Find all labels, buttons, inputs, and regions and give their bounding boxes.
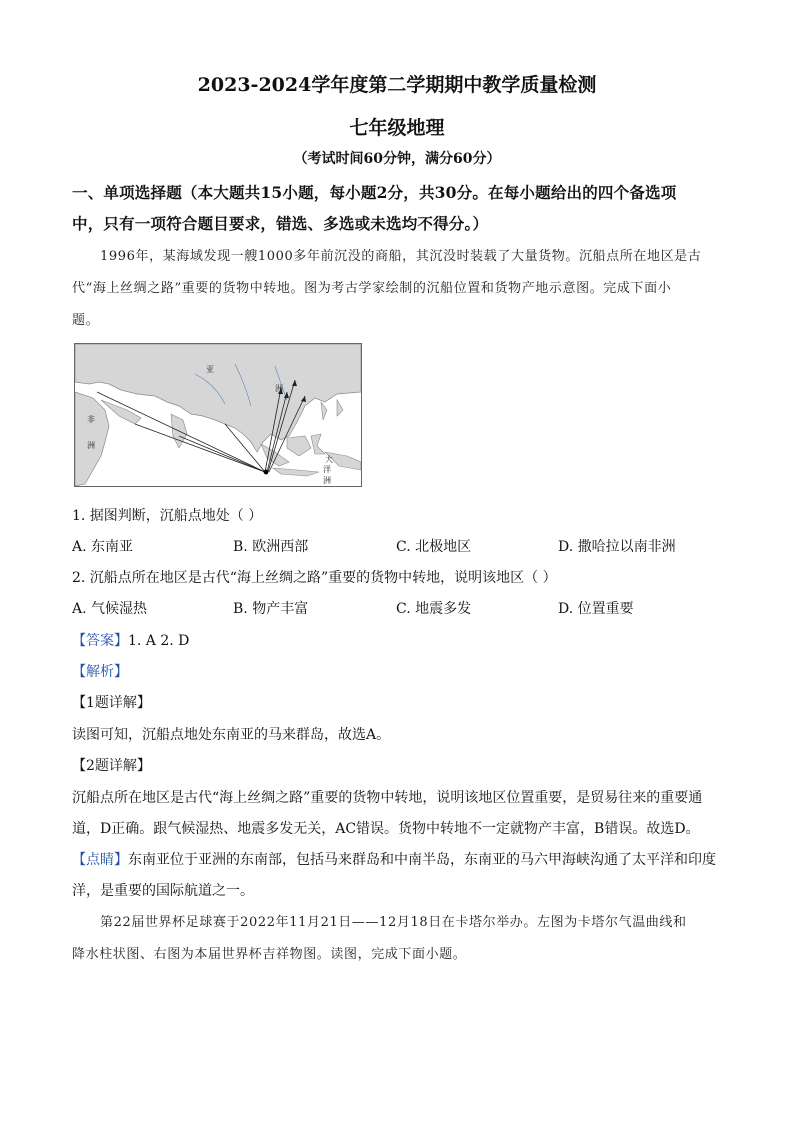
detail-1-text: 读图可知，沉船点地处东南亚的马来群岛，故选A。: [72, 727, 391, 743]
passage-1-line-2: 代“海上丝绸之路”重要的货物中转地。图为考古学家绘制的沉船位置和货物产地示意图。完成下面小: [72, 281, 672, 296]
answer-tag: 【答案】: [72, 633, 128, 649]
highlight-line-2: 洋，是重要的国际航道之一。: [72, 883, 254, 899]
exam-info: （考试时间60分钟，满分60分）: [293, 151, 501, 167]
shipwreck-point: [264, 470, 269, 475]
passage-1-line-1: 1996年，某海域发现一艘1000多年前沉没的商船，其沉没时装载了大量货物。沉船点所在地区是古: [100, 249, 702, 264]
label-asia-1: 亚: [206, 365, 214, 374]
answer-text: 1. A 2. D: [128, 633, 190, 649]
shipwreck-map: [74, 343, 362, 487]
answer-row: [72, 630, 189, 650]
question-2-option-c: C. 地震多发: [396, 601, 472, 617]
label-oceania-3: 洲: [323, 476, 331, 485]
section-heading-line-1: 一、单项选择题（本大题共15小题，每小题2分，共30分。在每小题给出的四个备选项: [72, 183, 677, 202]
label-oceania-2: 洋: [323, 465, 331, 474]
label-africa-1: 非: [87, 415, 95, 424]
map-figure: [75, 344, 361, 486]
detail-2-tag: 【2题详解】: [72, 758, 151, 774]
detail-1-tag: 【1题详解】: [72, 695, 151, 711]
question-1-option-b: B. 欧洲西部: [233, 539, 309, 555]
question-1-stem: 1. 据图判断，沉船点地处（ ）: [72, 508, 263, 524]
highlight-tag: 【点睛】: [72, 852, 128, 868]
question-1-option-a: A. 东南亚: [72, 539, 134, 555]
question-1-option-c: C. 北极地区: [396, 539, 472, 555]
label-oceania-1: 大: [325, 455, 333, 464]
exam-title: 2023-2024学年度第二学期期中教学质量检测: [197, 74, 597, 96]
label-asia-2: 洲: [275, 384, 283, 393]
question-2-option-d: D. 位置重要: [558, 601, 634, 617]
detail-2-line-2: 道，D正确。跟气候湿热、地震多发无关，AC错误。货物中转地不一定就物产丰富，B错误。故选D。: [72, 821, 700, 837]
passage-2-line-2: 降水柱状图、右图为本届世界杯吉祥物图。读图，完成下面小题。: [72, 947, 467, 962]
label-africa-2: 洲: [87, 441, 95, 450]
highlight-line-1: 东南亚位于亚洲的东南部，包括马来群岛和中南半岛，东南亚的马六甲海峡沟通了太平洋和印度: [128, 852, 716, 868]
subject-title: 七年级地理: [349, 117, 445, 139]
highlight-row: [72, 849, 716, 869]
question-1-option-d: D. 撒哈拉以南非洲: [558, 539, 676, 555]
analysis-tag: 【解析】: [72, 664, 128, 680]
question-2-stem: 2. 沉船点所在地区是古代“海上丝绸之路”重要的货物中转地，说明该地区（ ）: [72, 570, 557, 586]
section-heading-line-2: 中，只有一项符合题目要求，错选、多选或未选均不得分。）: [72, 214, 489, 233]
passage-1-line-3: 题。: [72, 313, 100, 328]
detail-2-line-1: 沉船点所在地区是古代“海上丝绸之路”重要的货物中转地，说明该地区位置重要，是贸易往来的重要通: [72, 790, 703, 806]
question-2-option-a: A. 气候湿热: [72, 601, 148, 617]
question-2-option-b: B. 物产丰富: [233, 601, 309, 617]
passage-2-line-1: 第22届世界杯足球赛于2022年11月21日——12月18日在卡塔尔举办。左图为卡塔尔气温曲线和: [100, 915, 687, 930]
